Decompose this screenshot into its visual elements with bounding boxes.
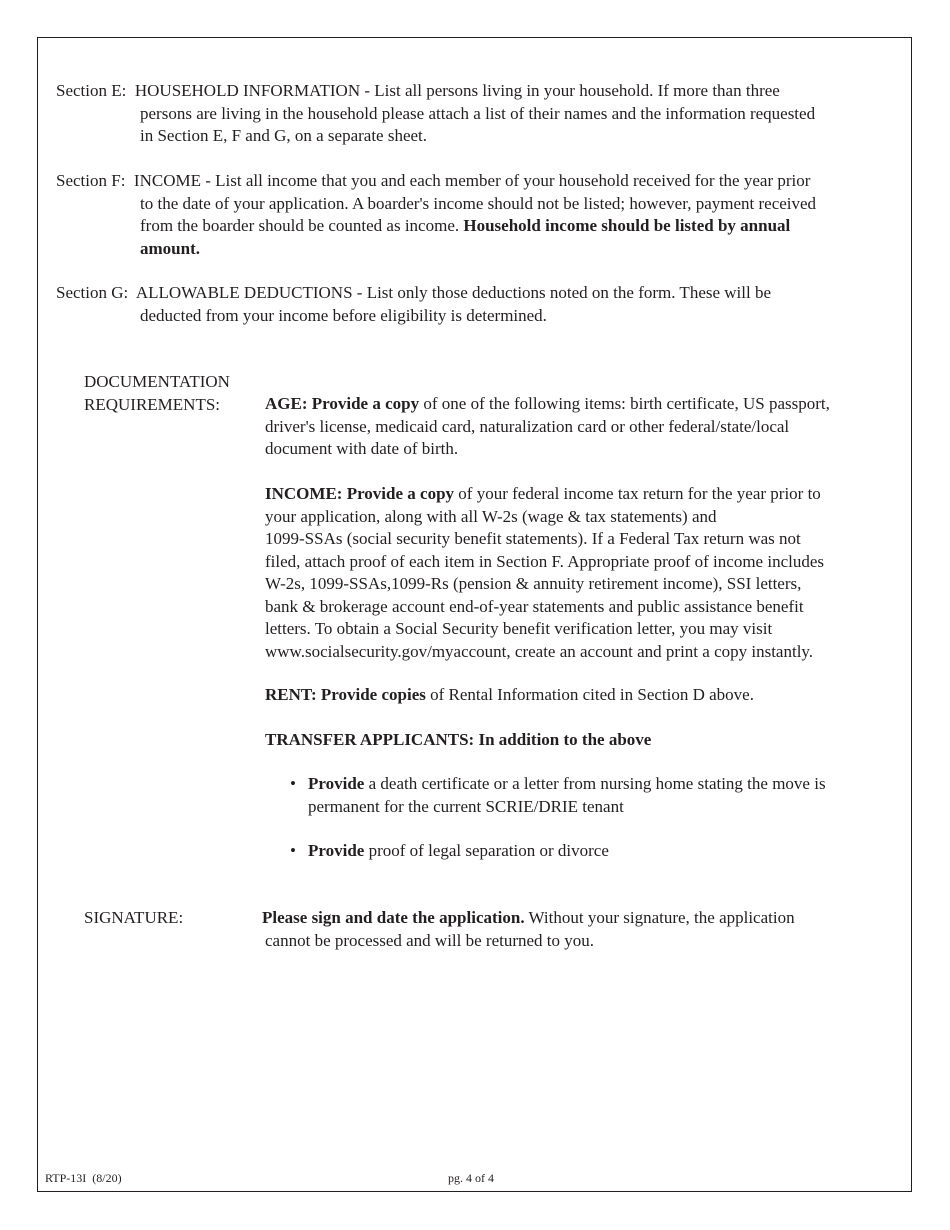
rent-text: of Rental Information cited in Section D above.: [425, 685, 754, 704]
documentation-label-line-2: REQUIREMENTS:: [84, 394, 220, 414]
transfer-bullet-1-bold: Provide: [308, 774, 365, 793]
page-number: pg. 4 of 4: [448, 1171, 494, 1185]
documentation-label: [84, 371, 259, 416]
income-text-4: filed, attach proof of each item in Section F. Appropriate proof of income includes: [265, 551, 824, 571]
section-e-text-3: in Section E, F and G, on a separate sheet.: [140, 126, 428, 145]
transfer-heading: TRANSFER APPLICANTS: In addition to the above: [265, 730, 652, 749]
age-text-2: driver's license, medicaid card, naturalization card or other federal/state/local: [265, 416, 790, 436]
section-f-bold-note-end: amount.: [140, 238, 200, 258]
section-f-label: Section F:: [56, 171, 126, 190]
income-text-2: your application, along with all W-2s (wage & tax statements) and: [265, 506, 717, 526]
signature-heading: Please sign and date the application.: [262, 908, 525, 927]
transfer-heading-block: [265, 729, 890, 752]
signature-text-2: cannot be processed and will be returned to you.: [265, 930, 595, 950]
signature-instructions: [262, 907, 887, 952]
rent-heading: RENT: Provide copies: [265, 685, 426, 704]
section-f: [56, 170, 886, 260]
income-requirement: [265, 483, 890, 663]
section-f-bold-note: Household income should be listed by annual: [463, 216, 791, 235]
income-text-5: W-2s, 1099-SSAs,1099-Rs (pension & annuity retirement income), SSI letters,: [265, 574, 802, 593]
section-e-title: HOUSEHOLD INFORMATION: [134, 81, 361, 100]
documentation-label-line-1: DOCUMENTATION: [84, 372, 230, 391]
income-text-3: 1099-SSAs (social security benefit statements). If a Federal Tax return was not: [265, 529, 801, 548]
income-text-8: www.socialsecurity.gov/myaccount, create an account and print a copy instantly.: [265, 641, 814, 661]
income-text-1: of your federal income tax return for the year prior to: [454, 484, 821, 503]
section-e-text-1: - List all persons living in your household. If more than three: [360, 81, 780, 100]
age-text-3: document with date of birth.: [265, 439, 459, 458]
age-heading: AGE: Provide a copy: [265, 394, 420, 413]
income-text-7: letters. To obtain a Social Security benefit verification letter, you may visit: [265, 619, 773, 638]
income-text-6: bank & brokerage account end-of-year statements and public assistance benefit: [265, 596, 804, 616]
age-text-1: of one of the following items: birth certificate, US passport,: [419, 394, 830, 413]
transfer-bullet-2-bold: Provide: [308, 841, 365, 860]
section-e: [56, 80, 886, 148]
transfer-bullet-2-text-1: proof of legal separation or divorce: [364, 841, 609, 860]
transfer-bullet-1-text-2: permanent for the current SCRIE/DRIE tenant: [308, 796, 624, 816]
rent-requirement: [265, 684, 890, 707]
section-e-label: Section E:: [56, 81, 127, 100]
section-g: [56, 282, 886, 327]
section-g-label: Section G:: [56, 283, 129, 302]
section-f-text-1: INCOME - List all income that you and each member of your household received for the year prior: [133, 171, 811, 190]
signature-text-1: Without your signature, the application: [524, 908, 795, 927]
form-id: RTP-13I (8/20): [45, 1171, 122, 1185]
transfer-bullet-1-text-1: a death certificate or a letter from nursing home stating the move is: [364, 774, 826, 793]
bullet-icon: •: [290, 841, 296, 860]
section-g-text-2: deducted from your income before eligibility is determined.: [140, 305, 547, 325]
signature-label: SIGNATURE:: [84, 908, 184, 927]
age-requirement: [265, 393, 890, 461]
section-e-text-2: persons are living in the household please attach a list of their names and the information requested: [140, 103, 816, 123]
bullet-icon: •: [290, 774, 296, 793]
section-g-text-1: ALLOWABLE DEDUCTIONS - List only those deductions noted on the form. These will be: [135, 283, 772, 302]
income-heading: INCOME: Provide a copy: [265, 484, 455, 503]
section-f-text-3: from the boarder should be counted as income.: [140, 216, 464, 235]
section-f-text-2: to the date of your application. A boarder's income should not be listed; however, payment received: [140, 193, 817, 213]
